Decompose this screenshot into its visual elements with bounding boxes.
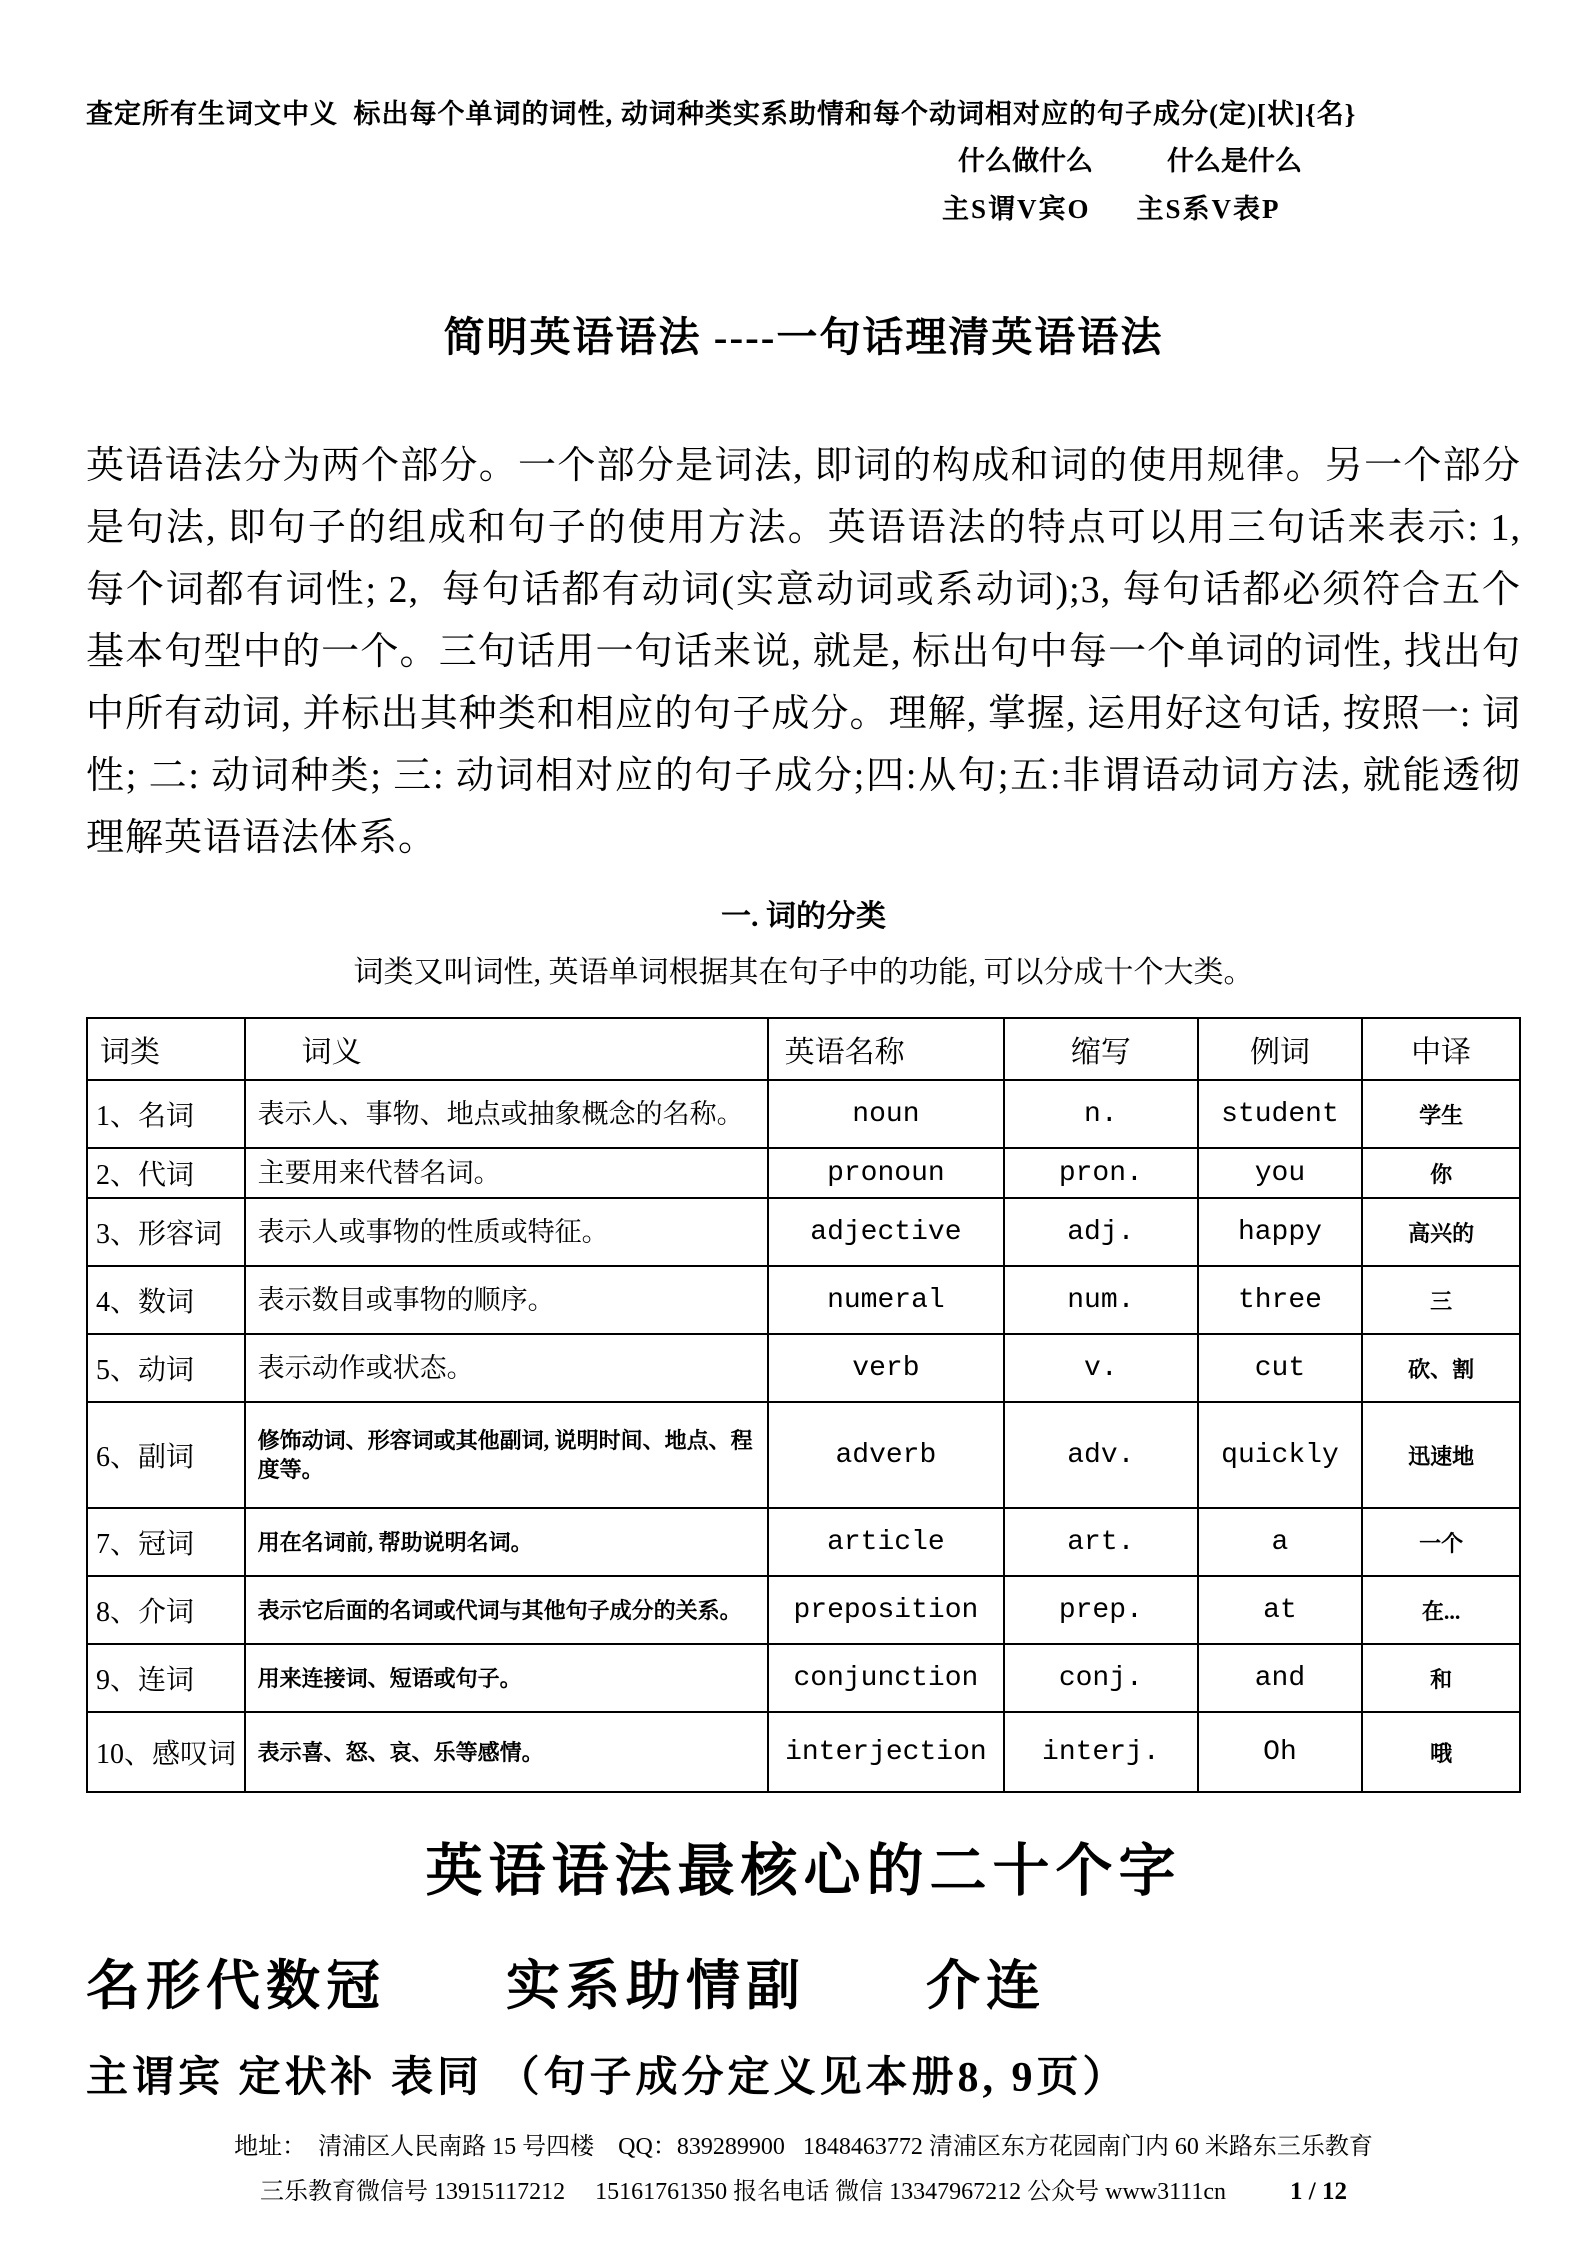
annotation-svo-pattern: 主S谓V宾O [942, 194, 1091, 224]
abbreviation-cell: adj. [1004, 1198, 1197, 1266]
footer-contact-line [86, 2171, 1521, 2206]
word-class-table-body [87, 1080, 1520, 1792]
definition-cell: 表示喜、怒、哀、乐等感情。 [245, 1712, 768, 1792]
word-class-cell: 7、冠词 [87, 1508, 245, 1576]
page-number: 1 / 12 [1290, 2178, 1347, 2206]
table-header-row [87, 1018, 1520, 1080]
footer-contact-text: 三乐教育微信号 13915117212 15161761350 报名电话 微信 13347967212 公众号 www3111cn [260, 2179, 1227, 2206]
english-name-cell: numeral [768, 1266, 1004, 1334]
abbreviation-cell: art. [1004, 1508, 1197, 1576]
word-class-cell: 3、形容词 [87, 1198, 245, 1266]
page-footer [86, 2126, 1521, 2206]
table-row [87, 1080, 1520, 1148]
translation-cell: 三 [1362, 1266, 1520, 1334]
example-cell: at [1198, 1576, 1363, 1644]
english-name-cell: adjective [768, 1198, 1004, 1266]
annotation-line-3 [942, 187, 1521, 226]
translation-cell: 你 [1362, 1148, 1520, 1198]
definition-cell: 主要用来代替名词。 [245, 1148, 768, 1198]
table-row [87, 1198, 1520, 1266]
example-cell: student [1198, 1080, 1363, 1148]
translation-cell: 迅速地 [1362, 1402, 1520, 1508]
english-name-cell: verb [768, 1334, 1004, 1402]
english-name-cell: article [768, 1508, 1004, 1576]
english-name-cell: conjunction [768, 1644, 1004, 1712]
english-name-cell: adverb [768, 1402, 1004, 1508]
word-class-cell: 10、感叹词 [87, 1712, 245, 1792]
translation-cell: 一个 [1362, 1508, 1520, 1576]
column-header-example: 例词 [1198, 1018, 1363, 1080]
abbreviation-cell: num. [1004, 1266, 1197, 1334]
table-row [87, 1712, 1520, 1792]
definition-cell: 表示人、事物、地点或抽象概念的名称。 [245, 1080, 768, 1148]
example-cell: happy [1198, 1198, 1363, 1266]
example-cell: Oh [1198, 1712, 1363, 1792]
column-header-english-name: 英语名称 [768, 1018, 1004, 1080]
word-class-cell: 8、介词 [87, 1576, 245, 1644]
example-cell: you [1198, 1148, 1363, 1198]
intro-paragraphs [86, 435, 1542, 869]
table-row [87, 1508, 1520, 1576]
column-header-abbreviation: 缩写 [1004, 1018, 1197, 1080]
translation-cell: 学生 [1362, 1080, 1520, 1148]
definition-cell: 表示数目或事物的顺序。 [245, 1266, 768, 1334]
definition-cell: 用来连接词、短语或句子。 [245, 1644, 768, 1712]
word-class-cell: 5、动词 [87, 1334, 245, 1402]
annotation-what-does-what: 什么做什么 [958, 146, 1093, 176]
intro-paragraph-2: 英语语法的特点可以用三句话来表示: 1, 每个词都有词性; 2, 每句话都有动词(实意动词或系动词);3, 每句话都必须符合五个基本句型中的一个。三句话用一句话来说, 就是, 标出句中每一个单词的词性, 找出句中所有动词, 并标出其种类和相应的句子成分。理解, 掌握, 运用好这句话, 按照一: 词性; 二: 动词种类; 三: 动词相对应的句子成分;四:从句;五:非谓语动词方法, 就能透彻理解英语语法体系。 [86, 507, 1542, 859]
abbreviation-cell: n. [1004, 1080, 1197, 1148]
table-row [87, 1148, 1520, 1198]
english-name-cell: interjection [768, 1712, 1004, 1792]
translation-cell: 和 [1362, 1644, 1520, 1712]
translation-cell: 在... [1362, 1576, 1520, 1644]
annotation-line-1: 查定所有生词文中义 标出每个单词的词性, 动词种类实系助情和每个动词相对应的句子成分(定)[状]{名} [86, 99, 1357, 129]
translation-cell: 高兴的 [1362, 1198, 1520, 1266]
column-header-translation: 中译 [1362, 1018, 1520, 1080]
abbreviation-cell: v. [1004, 1334, 1197, 1402]
table-row [87, 1334, 1520, 1402]
column-header-word-class: 词类 [87, 1018, 245, 1080]
example-cell: and [1198, 1644, 1363, 1712]
word-class-cell: 2、代词 [87, 1148, 245, 1198]
annotation-svp-pattern: 主S系V表P [1136, 194, 1281, 224]
example-cell: quickly [1198, 1402, 1363, 1508]
word-class-cell: 4、数词 [87, 1266, 245, 1334]
english-name-cell: preposition [768, 1576, 1004, 1644]
section-subheading: 词类又叫词性, 英语单词根据其在句子中的功能, 可以分成十个大类。 [353, 956, 1254, 989]
word-class-cell: 6、副词 [87, 1402, 245, 1508]
table-row [87, 1266, 1520, 1334]
word-class-cell: 1、名词 [87, 1080, 245, 1148]
translation-cell: 砍、割 [1362, 1334, 1520, 1402]
english-name-cell: noun [768, 1080, 1004, 1148]
abbreviation-cell: adv. [1004, 1402, 1197, 1508]
abbreviation-cell: prep. [1004, 1576, 1197, 1644]
example-cell: a [1198, 1508, 1363, 1576]
english-name-cell: pronoun [768, 1148, 1004, 1198]
table-row [87, 1576, 1520, 1644]
example-cell: cut [1198, 1334, 1363, 1402]
word-class-cell: 9、连词 [87, 1644, 245, 1712]
definition-cell: 表示动作或状态。 [245, 1334, 768, 1402]
annotation-what-is-what: 什么是什么 [1167, 146, 1302, 176]
table-row [87, 1644, 1520, 1712]
definition-cell: 表示它后面的名词或代词与其他句子成分的关系。 [245, 1576, 768, 1644]
definition-cell: 表示人或事物的性质或特征。 [245, 1198, 768, 1266]
abbreviation-cell: interj. [1004, 1712, 1197, 1792]
translation-cell: 哦 [1362, 1712, 1520, 1792]
core-word-classes-line: 名形代数冠 实系助情副 介连 [86, 1956, 1046, 2017]
definition-cell: 用在名词前, 帮助说明名词。 [245, 1508, 768, 1576]
footer-address-line: 地址： 清浦区人民南路 15 号四楼 QQ：839289900 1848463772 清浦区东方花园南门内 60 米路东三乐教育 [234, 2134, 1373, 2161]
column-header-definition: 词义 [245, 1018, 768, 1080]
section-heading: 一. 词的分类 [721, 900, 886, 933]
abbreviation-cell: conj. [1004, 1644, 1197, 1712]
annotation-line-2 [958, 139, 1521, 178]
abbreviation-cell: pron. [1004, 1148, 1197, 1198]
definition-cell: 修饰动词、形容词或其他副词, 说明时间、地点、程度等。 [245, 1402, 768, 1508]
page-title: 简明英语语法 ----一句话理清英语语法 [443, 314, 1164, 360]
table-row [87, 1402, 1520, 1508]
core-sentence-components-line: 主谓宾 定状补 表同 （句子成分定义见本册8, 9页） [86, 2055, 1129, 2102]
word-class-table [86, 1017, 1521, 1793]
core-twenty-chars-heading: 英语语法最核心的二十个字 [425, 1840, 1182, 1904]
intro-paragraph-1: 英语语法分为两个部分。一个部分是词法, 即词的构成和词的使用规律。另一个部分是句法, 即句子的组成和句子的使用方法。 [86, 445, 1521, 549]
word-class-table-header [87, 1018, 1520, 1080]
example-cell: three [1198, 1266, 1363, 1334]
